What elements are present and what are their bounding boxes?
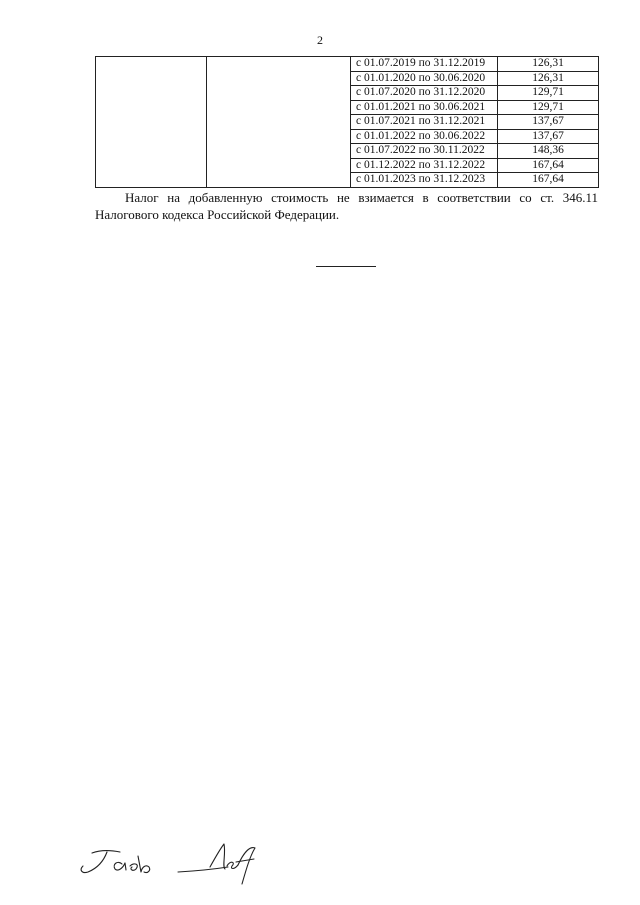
- signatures: [70, 822, 290, 892]
- period-cell: с 01.01.2023 по 31.12.2023: [351, 173, 498, 188]
- tariff-value-cell: 129,71: [498, 86, 599, 101]
- tariff-value-cell: 137,67: [498, 129, 599, 144]
- tariff-value-cell: 137,67: [498, 115, 599, 130]
- period-cell: с 01.01.2021 по 30.06.2021: [351, 100, 498, 115]
- table-row: [96, 57, 599, 72]
- period-cell: с 01.07.2022 по 30.11.2022: [351, 144, 498, 159]
- signature-main: [178, 844, 255, 884]
- period-cell: с 01.07.2019 по 31.12.2019: [351, 57, 498, 72]
- tariff-value-cell: 126,31: [498, 71, 599, 86]
- tariff-table: [95, 56, 599, 188]
- period-cell: с 01.07.2021 по 31.12.2021: [351, 115, 498, 130]
- tariff-value-cell: 126,31: [498, 57, 599, 72]
- vat-note: Налог на добавленную стоимость не взимается в соответствии со ст. 346.11 Налогового кодекса Российской Федерации.: [95, 190, 598, 222]
- period-cell: с 01.07.2020 по 31.12.2020: [351, 86, 498, 101]
- period-cell: с 01.01.2020 по 30.06.2020: [351, 71, 498, 86]
- period-cell: с 01.12.2022 по 31.12.2022: [351, 158, 498, 173]
- signature-initials: [81, 851, 149, 873]
- period-cell: с 01.01.2022 по 30.06.2022: [351, 129, 498, 144]
- end-divider: [316, 266, 376, 267]
- page-number: 2: [317, 33, 323, 47]
- tariff-value-cell: 129,71: [498, 100, 599, 115]
- service-cell: [207, 57, 351, 188]
- organization-cell: [96, 57, 207, 188]
- tariff-value-cell: 148,36: [498, 144, 599, 159]
- tariff-value-cell: 167,64: [498, 158, 599, 173]
- tariff-value-cell: 167,64: [498, 173, 599, 188]
